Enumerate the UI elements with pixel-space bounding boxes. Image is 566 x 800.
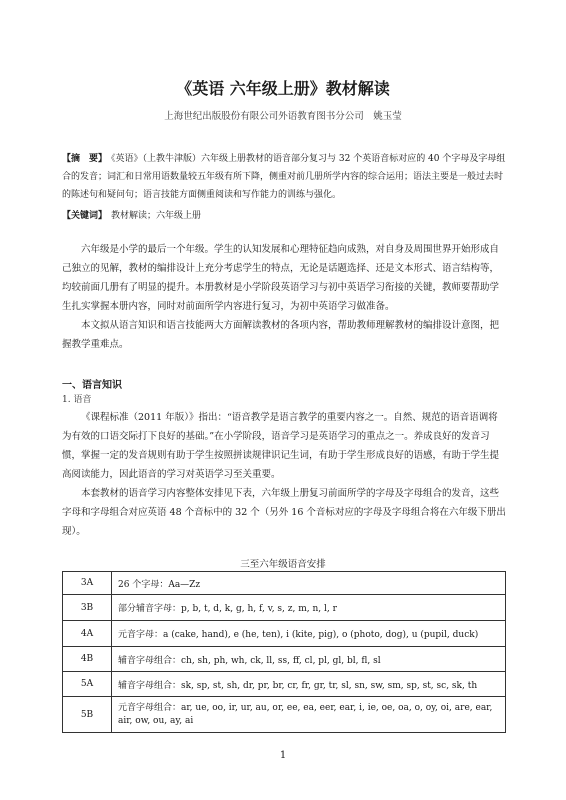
intro-paragraph-1: 六年级是小学的最后一个年级。学生的认知发展和心理特征趋向成熟，对自身及周围世界开始形成自己独立的见解，教材的编排设计上充分考虑学生的特点，无论是话题选择、还是文本形式、语言结构等，均较前面几册有了明显的提升。本册教材是小学阶段英语学习与初中英语学习衔接的关键，教师要帮助学生扎实掌握本册内容，同时对前面所学内容进行复习，为初中英语学习做准备。 bbox=[62, 244, 500, 312]
table-cell-level: 3B bbox=[63, 595, 112, 621]
table-cell-content: 26 个字母：Aa—Zz bbox=[112, 572, 506, 595]
subsection-heading-phonetics: 1. 语音 bbox=[62, 395, 92, 405]
table-caption: 三至六年级语音安排 bbox=[240, 559, 326, 570]
table-row bbox=[63, 672, 506, 697]
intro-paragraph-2: 本文拟从语言知识和语言技能两大方面解读教材的各项内容，帮助教师理解教材的编排设计意图，把握教学重难点。 bbox=[62, 320, 500, 350]
table-row bbox=[63, 697, 506, 733]
table-cell-content: 部分辅音字母：p, b, t, d, k, g, h, f, v, s, z, m, n, l, r bbox=[112, 595, 506, 621]
body-paragraph-2: 本套教材的语音学习内容整体安排见下表，六年级上册复习前面所学的字母及字母组合的发音，这些字母和字母组合对应英语 48 个音标中的 32 个（另外 16 个音标对应的字母及字母组合将在六年级下册出现）。 bbox=[62, 488, 506, 537]
body-paragraph-1: 《课程标准（2011 年版）》指出：“语音教学是语言教学的重要内容之一。自然、规范的语音语调将为有效的口语交际打下良好的基础。”在小学阶段，语音学习是英语学习的重点之一。养成良好的发音习惯，掌握一定的发音规则有助于学生按照拼读规律识记生词，有助于学生形成良好的语感，有助于学生提高阅读能力，因此语音的学习对英语学习至关重要。 bbox=[62, 412, 500, 480]
abstract-text: 《英语》（上教牛津版）六年级上册教材的语音部分复习与 32 个英语音标对应的 40 个字母及字母组合的发音；词汇和日常用语数量较五年级有所下降，侧重对前几册所学内容的综合运用；语法主要是一般过去时的陈述句和疑问句；语言技能方面侧重阅读和写作能力的训练与强化。 bbox=[62, 154, 506, 200]
table-cell-level: 3A bbox=[63, 572, 112, 595]
table-cell-level: 5B bbox=[63, 697, 112, 733]
table-row bbox=[63, 595, 506, 621]
table-row bbox=[63, 647, 506, 672]
section-heading-language-knowledge: 一、语言知识 bbox=[62, 380, 122, 391]
table-cell-level: 5A bbox=[63, 672, 112, 697]
keywords-label: 【关键词】 bbox=[62, 211, 108, 221]
table-cell-level: 4B bbox=[63, 647, 112, 672]
abstract bbox=[62, 150, 506, 204]
table-row bbox=[63, 621, 506, 647]
author-line: 上海世纪出版股份有限公司外语教育图书分公司 姚玉莹 bbox=[164, 111, 402, 122]
table-cell-level: 4A bbox=[63, 621, 112, 647]
phonics-schedule-table bbox=[62, 571, 506, 733]
table-cell-content: 辅音字母组合：sk, sp, st, sh, dr, pr, br, cr, fr, gr, tr, sl, sn, sw, sm, sp, st, sc, sk, th bbox=[112, 672, 506, 697]
table-row bbox=[63, 572, 506, 595]
table-cell-content: 元音字母组合：ar, ue, oo, ir, ur, au, or, ee, ea, eer, ear, i, ie, oe, oa, o, oy, oi, are, ear, air, ow, ou, ay, ai bbox=[112, 697, 506, 733]
table-cell-content: 元音字母：a (cake, hand), e (he, ten), i (kite, pig), o (photo, dog), u (pupil, duck) bbox=[112, 621, 506, 647]
keywords-text: 教材解读；六年级上册 bbox=[111, 211, 202, 221]
keywords bbox=[62, 208, 506, 221]
page-title: 《英语 六年级上册》教材解读 bbox=[176, 79, 390, 98]
table-cell-content: 辅音字母组合：ch, sh, ph, wh, ck, ll, ss, ff, cl, pl, gl, bl, fl, sl bbox=[112, 647, 506, 672]
abstract-label: 【摘 要】 bbox=[62, 154, 108, 164]
page-number: 1 bbox=[279, 750, 287, 761]
